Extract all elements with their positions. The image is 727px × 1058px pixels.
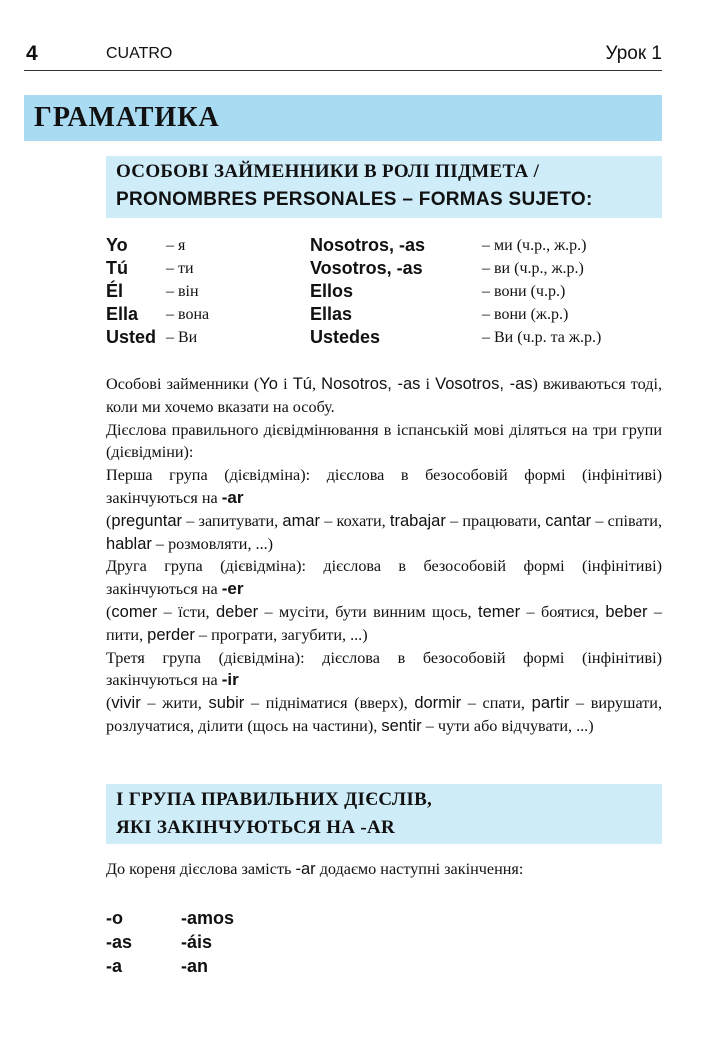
ending-singular: -as (106, 932, 133, 952)
pronoun-row (0, 327, 727, 349)
pronoun-singular-uk: – вона (166, 306, 210, 323)
group-heading-line1: І ГРУПА ПРАВИЛЬНИХ ДІЄСЛІВ, (116, 789, 433, 810)
example-verb: beber (605, 602, 648, 621)
spanish-term: Nosotros, -as (321, 375, 421, 393)
example-translation: – чути або відчувати, ...) (421, 716, 594, 735)
example-translation: – вирушати, розлучатися, ділити (щось на частини), (106, 694, 662, 735)
paragraph-verb-groups: Дієслова правильного дієвідмінювання в іспанській мові діляться на три групи (дієвідміни): (106, 420, 662, 462)
section-banner (24, 95, 662, 141)
ending-plural: -amos (181, 908, 235, 928)
example-verb: dormir (414, 694, 462, 713)
ending-plural: -an (181, 956, 208, 976)
paragraph-group-1: Перша група (дієвідміна): дієслова в безособовій формі (інфінітиві) закінчуються на -ar (preguntar – запитувати, amar – кохати, trabajar – працювати, cantar – співати, hablar – розмовляти, ...) (106, 466, 662, 553)
text-run: додаємо наступні закінчення: (315, 860, 524, 878)
text-run: ) вживаються тоді, коли ми хочемо вказати на особу. (106, 375, 663, 416)
example-translation: – їсти, (157, 602, 216, 621)
group-heading-line2: ЯКІ ЗАКІНЧУЮТЬСЯ НА -AR (116, 817, 396, 838)
group-heading (106, 784, 662, 844)
example-verb: sentir (381, 716, 422, 735)
example-verb: amar (282, 511, 320, 530)
endings-intro (106, 860, 523, 879)
example-translation: – пити, (106, 602, 663, 644)
example-translation: – підніматися (вверх), (244, 694, 415, 713)
example-verb: deber (215, 602, 259, 621)
spanish-term: Tú (292, 375, 312, 393)
pronoun-singular-es: Tú (106, 258, 128, 278)
pronoun-row (0, 304, 727, 326)
pronoun-plural-uk: – ви (ч.р., ж.р.) (482, 260, 584, 277)
paragraph-group-2: Друга група (дієвідміна): дієслова в безособовій формі (інфінітиві) закінчуються на -er (comer – їсти, deber – мусіти, бути винним щось, temer – боятися, beber – пити, perder – програти, загубити, ...) (106, 557, 663, 644)
example-translation: – розмовляти, ...) (151, 534, 274, 553)
pronoun-row (0, 235, 727, 257)
pronoun-row (0, 258, 727, 280)
pronoun-singular-uk: – Ви (166, 329, 198, 346)
example-translation: – спати, (461, 694, 532, 713)
group-ending: -ar (221, 487, 244, 507)
pronoun-row (0, 281, 727, 303)
example-verb: cantar (545, 511, 592, 530)
text-run: , (311, 375, 322, 393)
lesson-label: Урок 1 (605, 43, 662, 64)
pronoun-plural-es: Ustedes (310, 327, 381, 347)
pronoun-plural-uk: – вони (ч.р.) (482, 283, 566, 300)
paragraph-group-3: Третя група (дієвідміна): дієслова в безособовій формі (інфінітиві) закінчуються на -ir (vivir – жити, subir – підніматися (вверх), dormir – спати, partir – вирушати, розлучатися, ділити (щось на частини), sentir – чути або відчувати, ...) (106, 648, 662, 735)
text-run: Особові займенники ( (106, 375, 260, 393)
example-translation: – боятися, (520, 602, 606, 621)
group-ending: -er (221, 579, 244, 599)
pronouns-heading-line2: PRONOMBRES PERSONALES – FORMAS SUJETO: (116, 189, 593, 210)
body-text (106, 373, 662, 738)
pronouns-heading (106, 156, 662, 218)
example-verb: trabajar (389, 511, 446, 530)
example-translation: – жити, (140, 694, 209, 713)
spanish-term: Yo (259, 375, 278, 393)
example-verb: perder (147, 625, 195, 644)
example-verb: subir (208, 694, 245, 713)
example-translation: – кохати, (320, 511, 390, 530)
pronoun-plural-uk: – Ви (ч.р. та ж.р.) (482, 329, 602, 346)
pronoun-singular-es: Usted (106, 327, 157, 347)
example-verb: comer (111, 602, 158, 621)
pronoun-singular-es: Ella (106, 304, 139, 324)
spanish-term: Vosotros, -as (435, 375, 533, 393)
pronoun-plural-uk: – вони (ж.р.) (482, 306, 569, 323)
example-translation: – запитувати, (182, 511, 283, 530)
example-verb: vivir (111, 694, 141, 713)
section-title: ГРАМАТИКА (34, 102, 220, 133)
example-verb: hablar (106, 534, 152, 553)
ending-plural: -áis (181, 932, 213, 952)
example-verb: partir (531, 694, 570, 713)
pronouns-heading-line1: ОСОБОВІ ЗАЙМЕННИКИ В РОЛІ ПІДМЕТА / (116, 161, 540, 182)
example-translation: – працювати, (445, 511, 546, 530)
pronoun-plural-es: Ellos (310, 281, 354, 301)
group-intro: Третя група (дієвідміна): дієслова в безособовій формі (інфінітиві) закінчуються на (106, 648, 662, 690)
page-number: 4 (26, 42, 38, 65)
text-run: і (420, 375, 436, 393)
example-translation: – співати, (591, 511, 662, 530)
group-intro: Друга група (дієвідміна): дієслова в безособовій формі (інфінітиві) закінчуються на (106, 557, 662, 599)
pronoun-plural-es: Ellas (310, 304, 353, 324)
pronoun-plural-es: Vosotros, -as (310, 258, 423, 278)
ending-singular: -o (106, 908, 123, 928)
pronoun-singular-es: Él (106, 281, 124, 301)
pronoun-plural-uk: – ми (ч.р., ж.р.) (482, 237, 587, 254)
page-header (24, 40, 662, 71)
pronoun-singular-uk: – ти (166, 260, 194, 277)
page-number-word: CUATRO (106, 45, 173, 62)
ending-singular: -a (106, 956, 123, 976)
spanish-term: -ar (295, 860, 316, 878)
group-ending: -ir (221, 670, 239, 690)
pronoun-singular-es: Yo (106, 235, 128, 255)
example-verb: temer (477, 602, 521, 621)
pronoun-singular-uk: – я (166, 237, 186, 254)
pronoun-singular-uk: – він (166, 283, 199, 300)
example-verb: preguntar (111, 511, 183, 530)
text-run: і (277, 375, 293, 393)
example-translation: – мусіти, бути винним щось, (258, 602, 478, 621)
example-translation: – програти, загубити, ...) (194, 625, 368, 644)
pronoun-plural-es: Nosotros, -as (310, 235, 426, 255)
paragraph-pronoun-usage (106, 373, 662, 419)
group-intro: Перша група (дієвідміна): дієслова в безособовій формі (інфінітиві) закінчуються на (106, 466, 662, 507)
text-run: До кореня дієслова замість (106, 860, 296, 878)
